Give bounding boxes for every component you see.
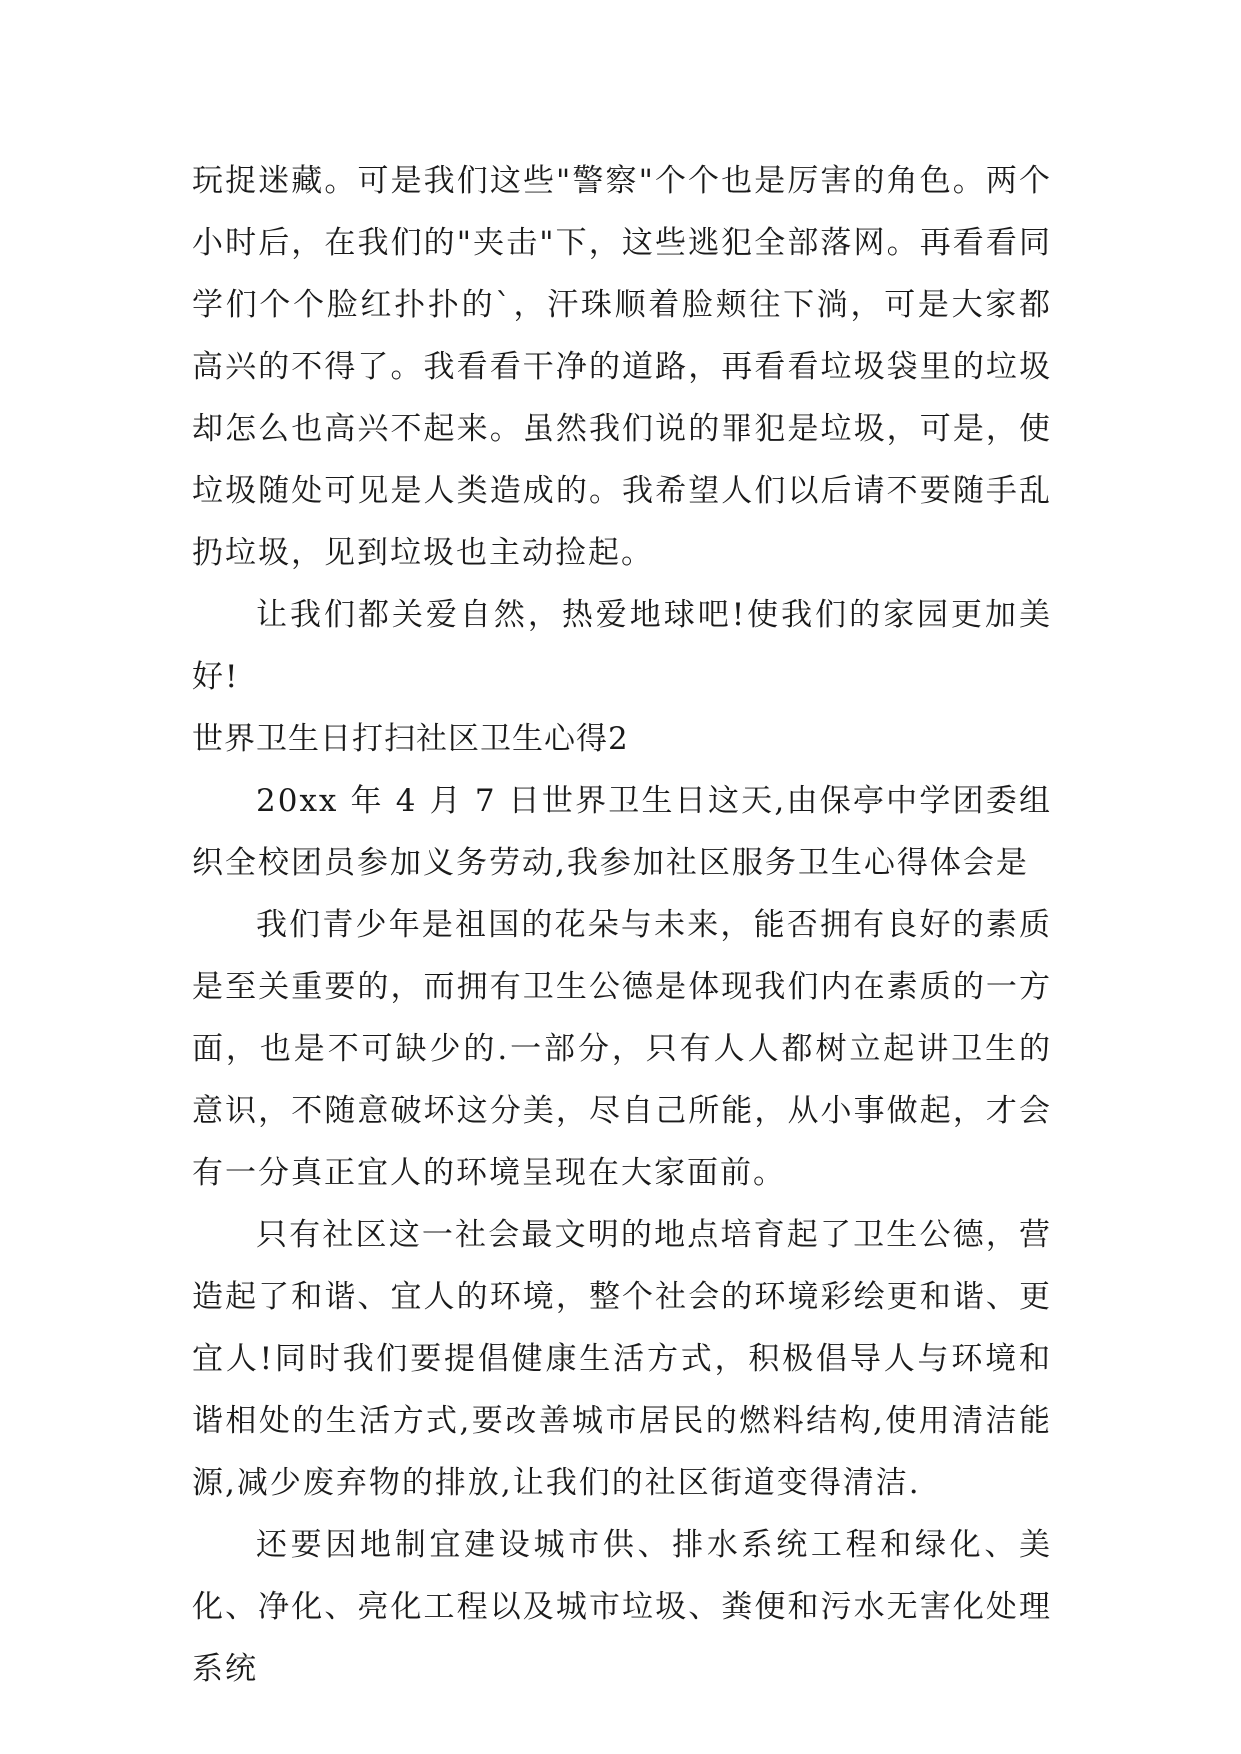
document-body	[192, 150, 1052, 1700]
paragraph-intro: 20xx 年 4 月 7 日世界卫生日这天,由保亭中学团委组织全校团员参加义务劳动,我参加社区服务卫生心得体会是	[192, 783, 1052, 881]
paragraph-infrastructure: 还要因地制宜建设城市供、排水系统工程和绿化、美化、净化、亮化工程以及城市垃圾、粪便和污水无害化处理系统	[192, 1527, 1052, 1687]
paragraph-closing: 让我们都关爱自然，热爱地球吧!使我们的家园更加美好!	[192, 597, 1052, 695]
paragraph-continuation: 玩捉迷藏。可是我们这些"警察"个个也是厉害的角色。两个小时后，在我们的"夹击"下，这些逃犯全部落网。再看看同学们个个脸红扑扑的`，汗珠顺着脸颊往下淌，可是大家都高兴的不得了。我看看干净的道路，再看看垃圾袋里的垃圾却怎么也高兴不起来。虽然我们说的罪犯是垃圾，可是，使垃圾随处可见是人类造成的。我希望人们以后请不要随手乱扔垃圾，见到垃圾也主动捡起。	[192, 163, 1052, 571]
paragraph-youth: 我们青少年是祖国的花朵与未来，能否拥有良好的素质是至关重要的，而拥有卫生公德是体现我们内在素质的一方面，也是不可缺少的.一部分，只有人人都树立起讲卫生的意识，不随意破坏这分美，尽自己所能，从小事做起，才会有一分真正宜人的环境呈现在大家面前。	[192, 907, 1052, 1191]
paragraph-community: 只有社区这一社会最文明的地点培育起了卫生公德，营造起了和谐、宜人的环境，整个社会的环境彩绘更和谐、更宜人!同时我们要提倡健康生活方式，积极倡导人与环境和谐相处的生活方式,要改善城市居民的燃料结构,使用清洁能源,减少废弃物的排放,让我们的社区街道变得清洁.	[192, 1217, 1052, 1501]
section-title: 世界卫生日打扫社区卫生心得2	[192, 721, 629, 757]
